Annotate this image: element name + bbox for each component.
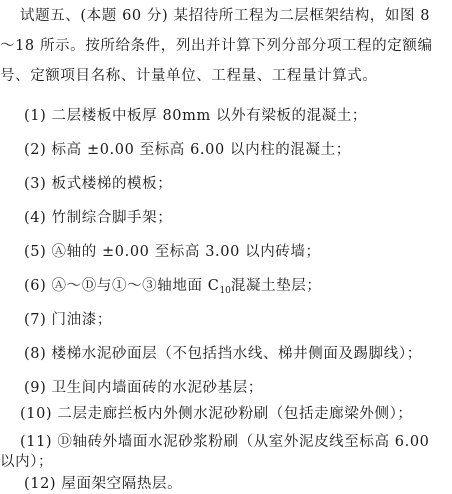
list-item-4: (4) 竹制综合脚手架； <box>24 210 173 226</box>
question-intro-line-3: 号、定额项目名称、计量单位、工程量、工程量计算式。 <box>0 68 378 84</box>
list-item-10: (10) 二层走廊拦板内外侧水泥砂粉刷（包括走廊梁外侧）； <box>20 406 413 422</box>
list-item-6-suffix: 混凝土垫层； <box>230 278 322 294</box>
list-item-5: (5) Ⓐ轴的 ±0.00 至标高 3.00 以内砖墙； <box>24 244 321 260</box>
concrete-grade-subscript: 10 <box>219 286 231 296</box>
list-item-12: (12) 屋面架空隔热层。 <box>24 476 183 492</box>
question-intro-line-1: 试题五、(本题 60 分) 某招待所工程为二层框架结构，如图 8 <box>20 8 431 24</box>
list-item-9: (9) 卫生间内墙面砖的水泥砂基层； <box>24 380 263 396</box>
list-item-11-line-1: (11) Ⓓ轴砖外墙面水泥砂浆粉刷（从室外泥皮线至标高 6.00 <box>20 434 430 450</box>
list-item-7: (7) 门油漆； <box>24 312 112 328</box>
list-item-8: (8) 楼梯水泥砂面层（不包括挡水线、梯井侧面及踢脚线）； <box>24 346 422 362</box>
list-item-6-text: (6) Ⓐ～Ⓓ与①～③轴地面 C <box>24 278 220 294</box>
list-item-3: (3) 板式楼梯的模板； <box>24 176 173 192</box>
list-item-1: (1) 二层楼板中板厚 80mm 以外有梁板的混凝土； <box>24 108 368 124</box>
list-item-11-line-2: 以内）； <box>0 454 54 470</box>
question-intro-line-2: ～18 所示。按所给条件，列出并计算下列分部分项工程的定额编 <box>0 38 433 54</box>
list-item-6 <box>24 276 322 301</box>
list-item-2: (2) 标高 ±0.00 至标高 6.00 以内柱的混凝土； <box>24 142 351 158</box>
